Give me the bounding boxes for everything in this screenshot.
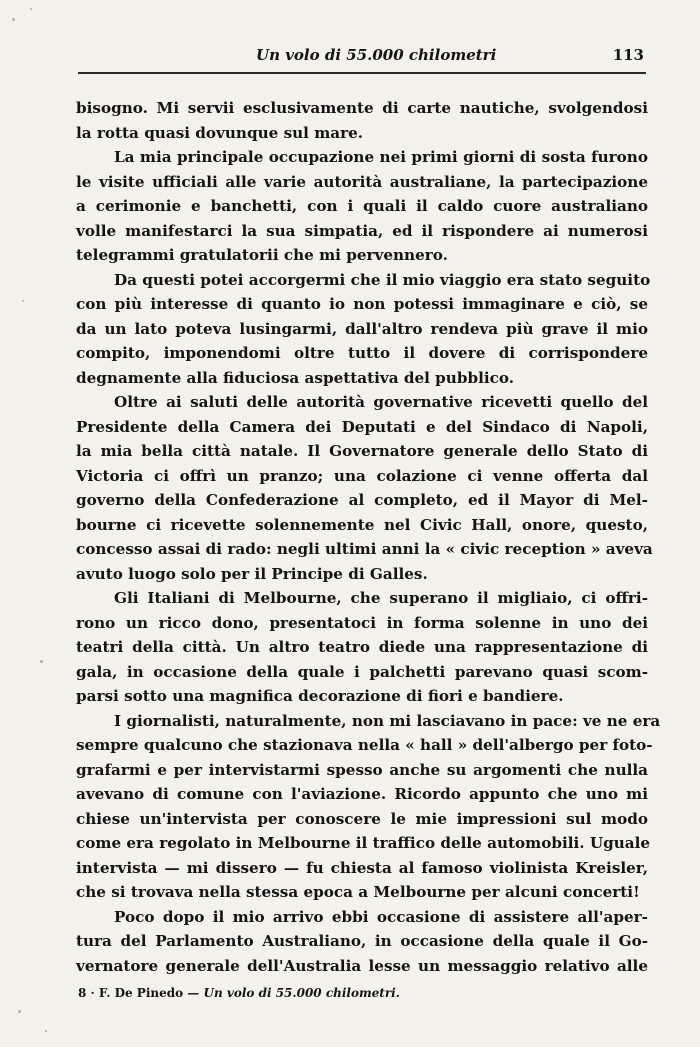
text-line: le visite ufficiali alle varie autorità australiane, la partecipazione (76, 172, 648, 191)
text-line: parsi sotto una magnifica decorazione di fiori e bandiere. (76, 687, 564, 705)
scan-speckle (30, 8, 32, 10)
text-line: vernatore generale dell'Australia lesse un messaggio relativo alle (76, 956, 648, 975)
text-line: avuto luogo solo per il Principe di Galles. (76, 564, 428, 583)
text-line: teatri della città. Un altro teatro diede una rappresentazione di (76, 638, 648, 656)
text-line: Victoria ci offrì un pranzo; una colazione ci venne offerta dal (76, 466, 648, 485)
printer-signature-line: 8 · F. De Pinedo — Un volo di 55.000 chilometri. (78, 986, 400, 1000)
footer-title: Un volo di 55.000 chilometri. (203, 986, 400, 1000)
text-line: come era regolato in Melbourne il traffico delle automobili. Uguale (76, 834, 651, 852)
text-line: Gli Italiani di Melbourne, che superano il migliaio, ci offri- (114, 589, 648, 607)
text-line: I giornalisti, naturalmente, non mi lasciavano in pace: ve ne era (114, 711, 661, 730)
text-line: grafarmi e per intervistarmi spesso anche su argomenti che nulla (76, 760, 648, 779)
text-line: concesso assai di rado: negli ultimi anni la « civic reception » aveva (76, 540, 653, 558)
text-line: a cerimonie e banchetti, con i quali il caldo cuore australiano (76, 197, 648, 215)
text-line: Presidente della Camera dei Deputati e del Sindaco di Napoli, (76, 417, 648, 436)
footer-author: F. De Pinedo — (98, 986, 200, 1000)
signature-mark: 8 (78, 986, 87, 1000)
text-line: bisogno. Mi servii esclusivamente di carte nautiche, svolgendosi (76, 99, 648, 117)
scan-speckle (22, 300, 24, 302)
text-line: bourne ci ricevette solennemente nel Civic Hall, onore, questo, (76, 515, 648, 534)
text-line: gala, in occasione della quale i palchetti parevano quasi scom- (76, 662, 648, 681)
text-line: tura del Parlamento Australiano, in occasione della quale il Go- (76, 932, 648, 950)
running-title: Un volo di 55.000 chilometri (256, 46, 497, 64)
text-line: Poco dopo il mio arrivo ebbi occasione di assistere all'aper- (114, 907, 648, 926)
text-line: telegrammi gratulatorii che mi pervennero. (76, 246, 448, 264)
body-text (76, 96, 661, 978)
text-line: da un lato poteva lusingarmi, dall'altro rendeva più grave il mio (76, 319, 648, 338)
text-line: volle manifestarci la sua simpatia, ed il rispondere ai numerosi (76, 221, 648, 240)
scan-speckle (18, 1010, 21, 1013)
text-line: avevano di comune con l'aviazione. Ricordo appunto che uno mi (76, 785, 648, 803)
text-line: che si trovava nella stessa epoca a Melbourne per alcuni concerti! (76, 883, 640, 901)
text-line: compito, imponendomi oltre tutto il dovere di corrispondere (76, 344, 648, 362)
running-header (78, 44, 646, 74)
scan-speckle (12, 18, 15, 21)
scan-speckle (40, 660, 43, 663)
text-line: chiese un'intervista per conoscere le mie impressioni sul modo (76, 809, 648, 828)
text-line: La mia principale occupazione nei primi giorni di sosta furono (114, 148, 648, 166)
text-line: la mia bella città natale. Il Governatore generale dello Stato di (76, 442, 648, 460)
text-line: con più interesse di quanto io non potessi immaginare e ciò, se (76, 295, 648, 313)
text-line: Da questi potei accorgermi che il mio viaggio era stato seguito (114, 270, 651, 289)
text-line: sempre qualcuno che stazionava nella « hall » dell'albergo per foto- (76, 736, 653, 754)
text-line: Oltre ai saluti delle autorità governative ricevetti quello del (114, 393, 648, 411)
text-line: degnamente alla fiduciosa aspettativa del pubblico. (76, 368, 515, 387)
page-number: 113 (612, 46, 644, 64)
text-line: rono un ricco dono, presentatoci in forma solenne in uno dei (76, 613, 648, 632)
scan-speckle (45, 1030, 47, 1032)
text-line: governo della Confederazione al completo, ed il Mayor di Mel- (76, 491, 648, 509)
text-line: la rotta quasi dovunque sul mare. (76, 123, 364, 142)
text-line: intervista — mi dissero — fu chiesta al famoso violinista Kreisler, (76, 858, 648, 877)
